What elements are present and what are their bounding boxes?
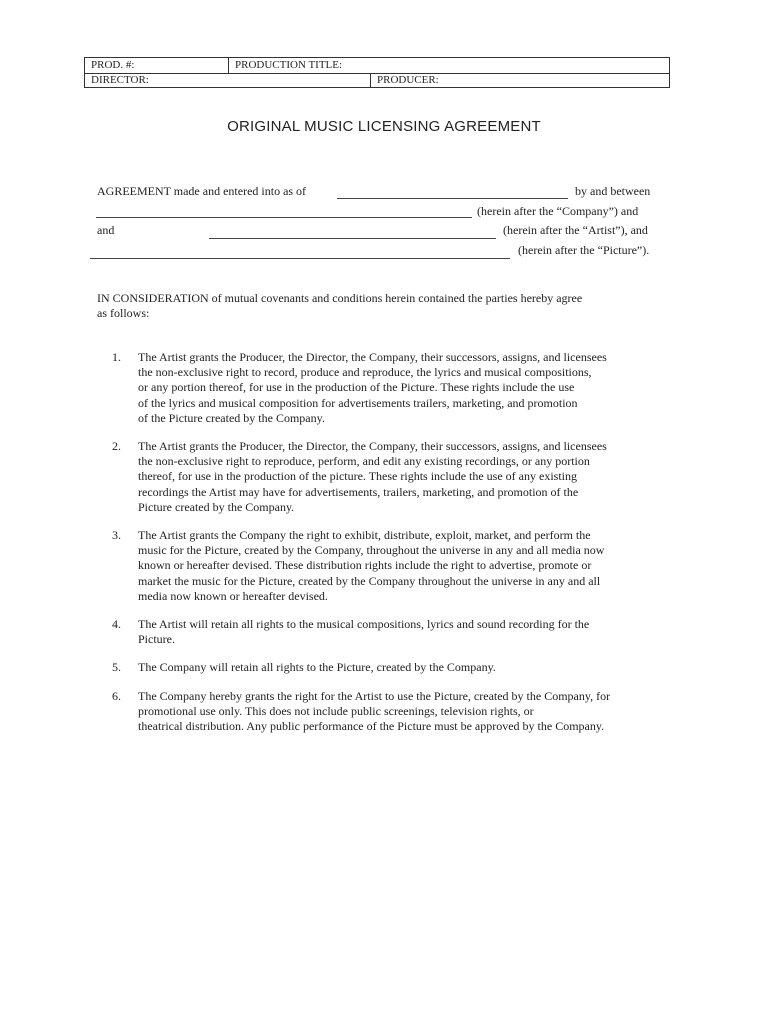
clause-line: The Artist grants the Producer, the Director, the Company, their successors, assigns, and licensees — [138, 439, 607, 453]
clause-line: The Company hereby grants the right for the Artist to use the Picture, created by the Company, for — [138, 689, 611, 703]
consideration-paragraph — [97, 291, 657, 321]
clause-line: market the music for the Picture, created by the Company throughout the universe in any and all — [138, 573, 601, 588]
clause-text — [138, 528, 604, 604]
clause-line: known or hereafter devised. These distribution rights include the right to advertise, promote or — [138, 558, 592, 573]
clause-line: of the Picture created by the Company. — [138, 410, 325, 425]
consideration-line: as follows: — [97, 306, 150, 320]
clause-line: theatrical distribution. Any public performance of the Picture must be approved by the Company. — [138, 719, 605, 734]
document-title: ORIGINAL MUSIC LICENSING AGREEMENT — [227, 118, 541, 135]
production-title-cell: PRODUCTION TITLE: — [235, 59, 343, 71]
clause-line: The Artist grants the Producer, the Director, the Company, their successors, assigns, and licensees — [138, 350, 607, 364]
clause-line: Picture. — [138, 632, 175, 647]
clause-line: Picture created by the Company. — [138, 499, 295, 514]
preamble-company-text: (herein after the “Company”) and — [477, 204, 639, 218]
clause-line: recordings the Artist may have for advertisements, trailers, marketing, and promotion of the — [138, 484, 579, 499]
header-row-1 — [85, 58, 669, 74]
clause-line: the non-exclusive right to record, produce and reproduce, the lyrics and musical compositions, — [138, 365, 592, 380]
clause-text — [138, 617, 589, 647]
clause-line: music for the Picture, created by the Company, throughout the universe in any and all media now — [138, 543, 605, 558]
clause-line: promotional use only. This does not include public screenings, television rights, or — [138, 704, 534, 719]
clause-line: thereof, for use in the production of the picture. These rights include the use of any existing — [138, 469, 577, 484]
prod-number-cell: PROD. #: — [85, 58, 229, 73]
preamble-picture-text: (herein after the “Picture”). — [518, 243, 650, 257]
clause-text — [138, 350, 607, 426]
production-header-table — [84, 57, 670, 88]
director-cell: DIRECTOR: — [85, 73, 371, 88]
clause-number: 5. — [112, 660, 121, 674]
clause-line: the non-exclusive right to reproduce, perform, and edit any existing recordings, or any portion — [138, 454, 590, 469]
picture-blank-line — [90, 258, 510, 259]
preamble-and-text: and — [97, 223, 115, 237]
company-blank-line — [96, 217, 472, 218]
preamble-between-text: by and between — [575, 184, 651, 198]
preamble-made-text: AGREEMENT made and entered into as of — [97, 184, 307, 198]
date-blank-line — [337, 198, 568, 199]
clause-number: 3. — [112, 528, 121, 542]
clause-line: The Artist grants the Company the right to exhibit, distribute, exploit, market, and perform the — [138, 528, 591, 542]
artist-blank-line — [209, 238, 496, 239]
clause-number: 2. — [112, 439, 121, 453]
clause-number: 6. — [112, 689, 121, 703]
preamble-artist-text: (herein after the “Artist”), and — [503, 223, 648, 237]
producer-cell: PRODUCER: — [377, 74, 439, 86]
clause-line: The Company will retain all rights to the Picture, created by the Company. — [138, 660, 496, 674]
clause-text — [138, 689, 610, 735]
clause-number: 4. — [112, 617, 121, 631]
consideration-line: IN CONSIDERATION of mutual covenants and conditions herein contained the parties hereby agree — [97, 291, 583, 305]
clause-line: media now known or hereafter devised. — [138, 588, 328, 603]
clause-text — [138, 660, 496, 675]
clause-line: or any portion thereof, for use in the production of the Picture. These rights include the use — [138, 380, 575, 395]
clause-line: of the lyrics and musical composition for advertisements trailers, marketing, and promotion — [138, 395, 578, 410]
clause-text — [138, 439, 607, 515]
clause-line: The Artist will retain all rights to the musical compositions, lyrics and sound recording for the — [138, 617, 590, 631]
clause-number: 1. — [112, 350, 121, 364]
header-row-2 — [85, 73, 669, 88]
